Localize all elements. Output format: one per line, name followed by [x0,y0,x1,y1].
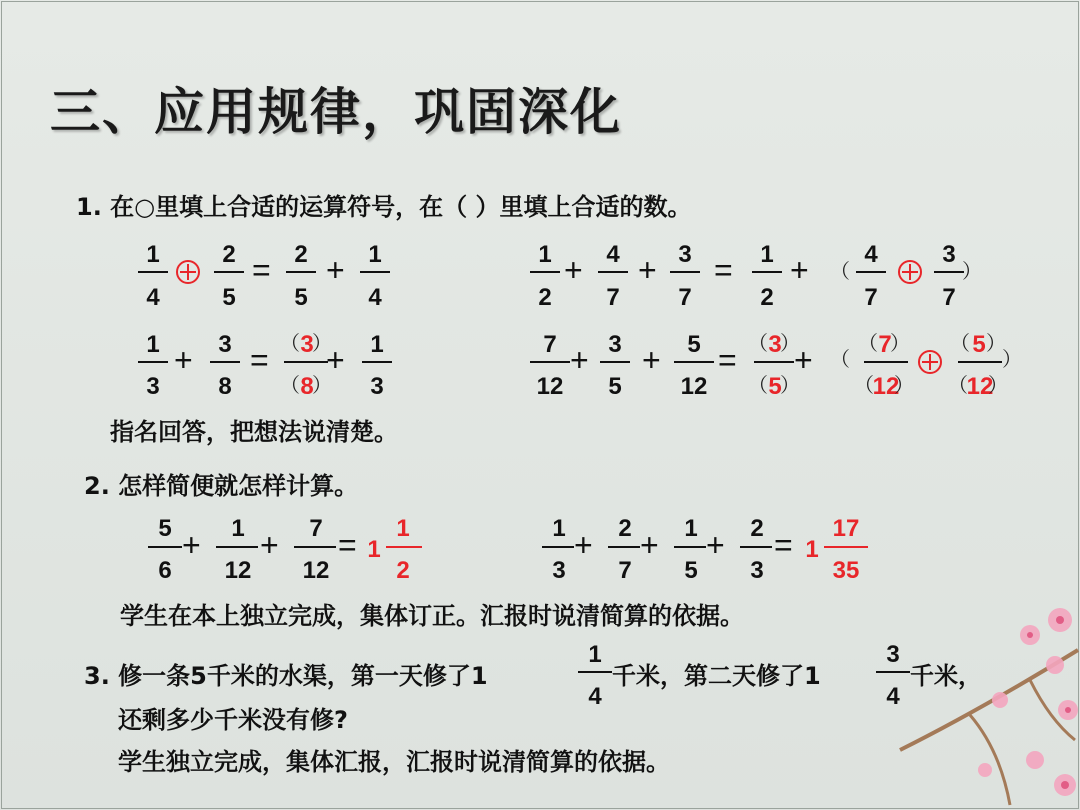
plus-sign: + [640,527,659,563]
numerator: 3 [218,331,232,358]
denominator: 7 [618,557,632,584]
fraction-bar [530,361,570,363]
question-2-note: 学生在本上独立完成，集体订正。汇报时说清简算的依据。 [120,602,744,630]
numerator: 2 [222,241,236,268]
plus-sign: + [706,527,725,563]
denominator: 3 [552,557,566,584]
fraction-bar [754,361,794,363]
fraction-bar [360,271,390,273]
answer-denominator: 8 [300,373,314,400]
question-3-text-b: 千米，第二天修了1 [612,662,821,690]
fraction-bar [578,671,612,673]
numerator: 4 [864,241,878,268]
left-paren: （ [748,331,768,355]
plus-sign: + [326,342,345,378]
blossom-icon [1026,751,1044,769]
blossom-icon [978,763,992,777]
question-3-line-2: 还剩多少千米没有修? [118,706,348,734]
fraction-bar [824,546,868,548]
numerator: 1 [760,241,774,268]
fraction-bar [674,546,706,548]
denominator: 2 [760,284,774,311]
right-paren: ） [890,331,910,355]
branch-icon [970,715,1010,805]
equals-sign: = [252,252,271,288]
right-paren: ） [780,373,800,397]
answer-denominator: 2 [396,557,410,584]
slide-title: 三、应用规律，巩固深化 [50,82,622,141]
denominator: 8 [218,373,232,400]
equals-sign: = [718,342,737,378]
left-paren: （ [280,373,300,397]
denominator: 12 [536,373,564,400]
numerator: 2 [294,241,308,268]
plus-sign: + [326,252,345,288]
answer-numerator: 5 [972,331,986,358]
denominator: 3 [146,373,160,400]
fraction-bar [138,361,168,363]
answer-numerator: 3 [300,331,314,358]
numerator: 1 [588,641,602,668]
denominator: 5 [294,284,308,311]
numerator: 7 [543,331,557,358]
right-paren: ） [312,373,332,397]
denominator: 6 [158,557,172,584]
blossom-icon [992,692,1008,708]
plus-sign: + [790,252,809,288]
numerator: 3 [608,331,622,358]
denominator: 5 [684,557,698,584]
plus-sign: + [564,252,583,288]
fraction-bar [958,361,1002,363]
numerator: 1 [368,241,382,268]
right-paren: ） [1002,347,1022,371]
plus-sign: + [574,527,593,563]
fraction-bar [362,361,392,363]
left-paren: （ [854,373,874,397]
answer-denominator: 35 [832,557,860,584]
answer-numerator: 17 [832,515,860,542]
plus-sign: + [638,252,657,288]
denominator: 4 [146,284,160,311]
fraction-bar [214,271,244,273]
numerator: 5 [158,515,172,542]
question-3-text-c: 千米， [910,662,982,690]
right-paren: ） [780,331,800,355]
numerator: 2 [750,515,764,542]
question-1-note: 指名回答，把想法说清楚。 [110,418,398,446]
numerator: 1 [538,241,552,268]
right-paren: ） [986,331,1006,355]
answer-denominator: 12 [872,373,900,400]
numerator: 3 [942,241,956,268]
equals-sign: = [714,252,733,288]
fraction-bar [740,546,772,548]
answer-denominator: 5 [768,373,782,400]
right-paren: ） [312,331,332,355]
denominator: 3 [750,557,764,584]
plus-sign: + [174,342,193,378]
numerator: 7 [309,515,323,542]
question-3-note: 学生独立完成，集体汇报，汇报时说清简算的依据。 [118,748,670,776]
fraction-bar [864,361,908,363]
denominator: 12 [680,373,708,400]
answer-numerator: 7 [878,331,892,358]
question-3-text-a: 3. 修一条5千米的水渠，第一天修了1 [84,662,488,690]
blossom-center-icon [1056,616,1064,624]
right-paren: ） [988,373,1008,397]
plus-sign: + [182,527,201,563]
fraction-bar [286,271,316,273]
fraction-bar [674,361,714,363]
answer-whole: 1 [805,536,819,563]
answer-numerator: 3 [768,331,782,358]
denominator: 2 [538,284,552,311]
fraction-bar [386,546,422,548]
left-paren: （ [950,331,970,355]
plus-sign: + [260,527,279,563]
left-paren: （ [280,331,300,355]
equals-sign: = [250,342,269,378]
answer-denominator: 12 [966,373,994,400]
fraction-bar [138,271,168,273]
denominator: 12 [224,557,252,584]
denominator: 4 [368,284,382,311]
numerator: 1 [146,241,160,268]
answer-whole: 1 [367,536,381,563]
fraction-bar [294,546,336,548]
circled-plus-answer [918,350,942,374]
fraction-bar [542,546,574,548]
denominator: 7 [942,284,956,311]
denominator: 4 [886,683,900,710]
plus-sign: + [794,342,813,378]
denominator: 12 [302,557,330,584]
question-1-text: 1. 在○里填上合适的运算符号，在（ ）里填上合适的数。 [76,193,692,221]
blossom-icon [1046,656,1064,674]
numerator: 4 [606,241,620,268]
fraction-bar [856,271,886,273]
question-2-text: 2. 怎样简便就怎样计算。 [84,472,359,500]
fraction-bar [210,361,240,363]
equals-sign: = [338,527,357,563]
blossom-center-icon [1027,632,1033,638]
denominator: 5 [608,373,622,400]
fraction-bar [608,546,640,548]
numerator: 1 [684,515,698,542]
fraction-bar [752,271,782,273]
fraction-bar [284,361,328,363]
blossom-branch-decoration [860,590,1080,810]
fraction-bar [148,546,182,548]
denominator: 5 [222,284,236,311]
left-paren: （ [830,259,850,283]
right-paren: ） [894,373,914,397]
denominator: 3 [370,373,384,400]
numerator: 3 [678,241,692,268]
numerator: 1 [370,331,384,358]
equals-sign: = [774,527,793,563]
denominator: 4 [588,683,602,710]
circled-plus-answer [176,260,200,284]
numerator: 1 [146,331,160,358]
right-paren: ） [962,259,982,283]
left-paren: （ [948,373,968,397]
fraction-bar [530,271,560,273]
numerator: 5 [687,331,701,358]
circled-plus-answer [898,260,922,284]
left-paren: （ [748,373,768,397]
left-paren: （ [830,347,850,371]
numerator: 1 [552,515,566,542]
fraction-bar [216,546,258,548]
numerator: 3 [886,641,900,668]
fraction-bar [670,271,700,273]
numerator: 2 [618,515,632,542]
fraction-bar [934,271,964,273]
fraction-bar [598,271,628,273]
blossom-center-icon [1065,707,1071,713]
answer-numerator: 1 [396,515,410,542]
plus-sign: + [642,342,661,378]
plus-sign: + [570,342,589,378]
denominator: 7 [864,284,878,311]
blossom-center-icon [1061,781,1069,789]
denominator: 7 [678,284,692,311]
numerator: 1 [231,515,245,542]
fraction-bar [600,361,630,363]
left-paren: （ [858,331,878,355]
denominator: 7 [606,284,620,311]
